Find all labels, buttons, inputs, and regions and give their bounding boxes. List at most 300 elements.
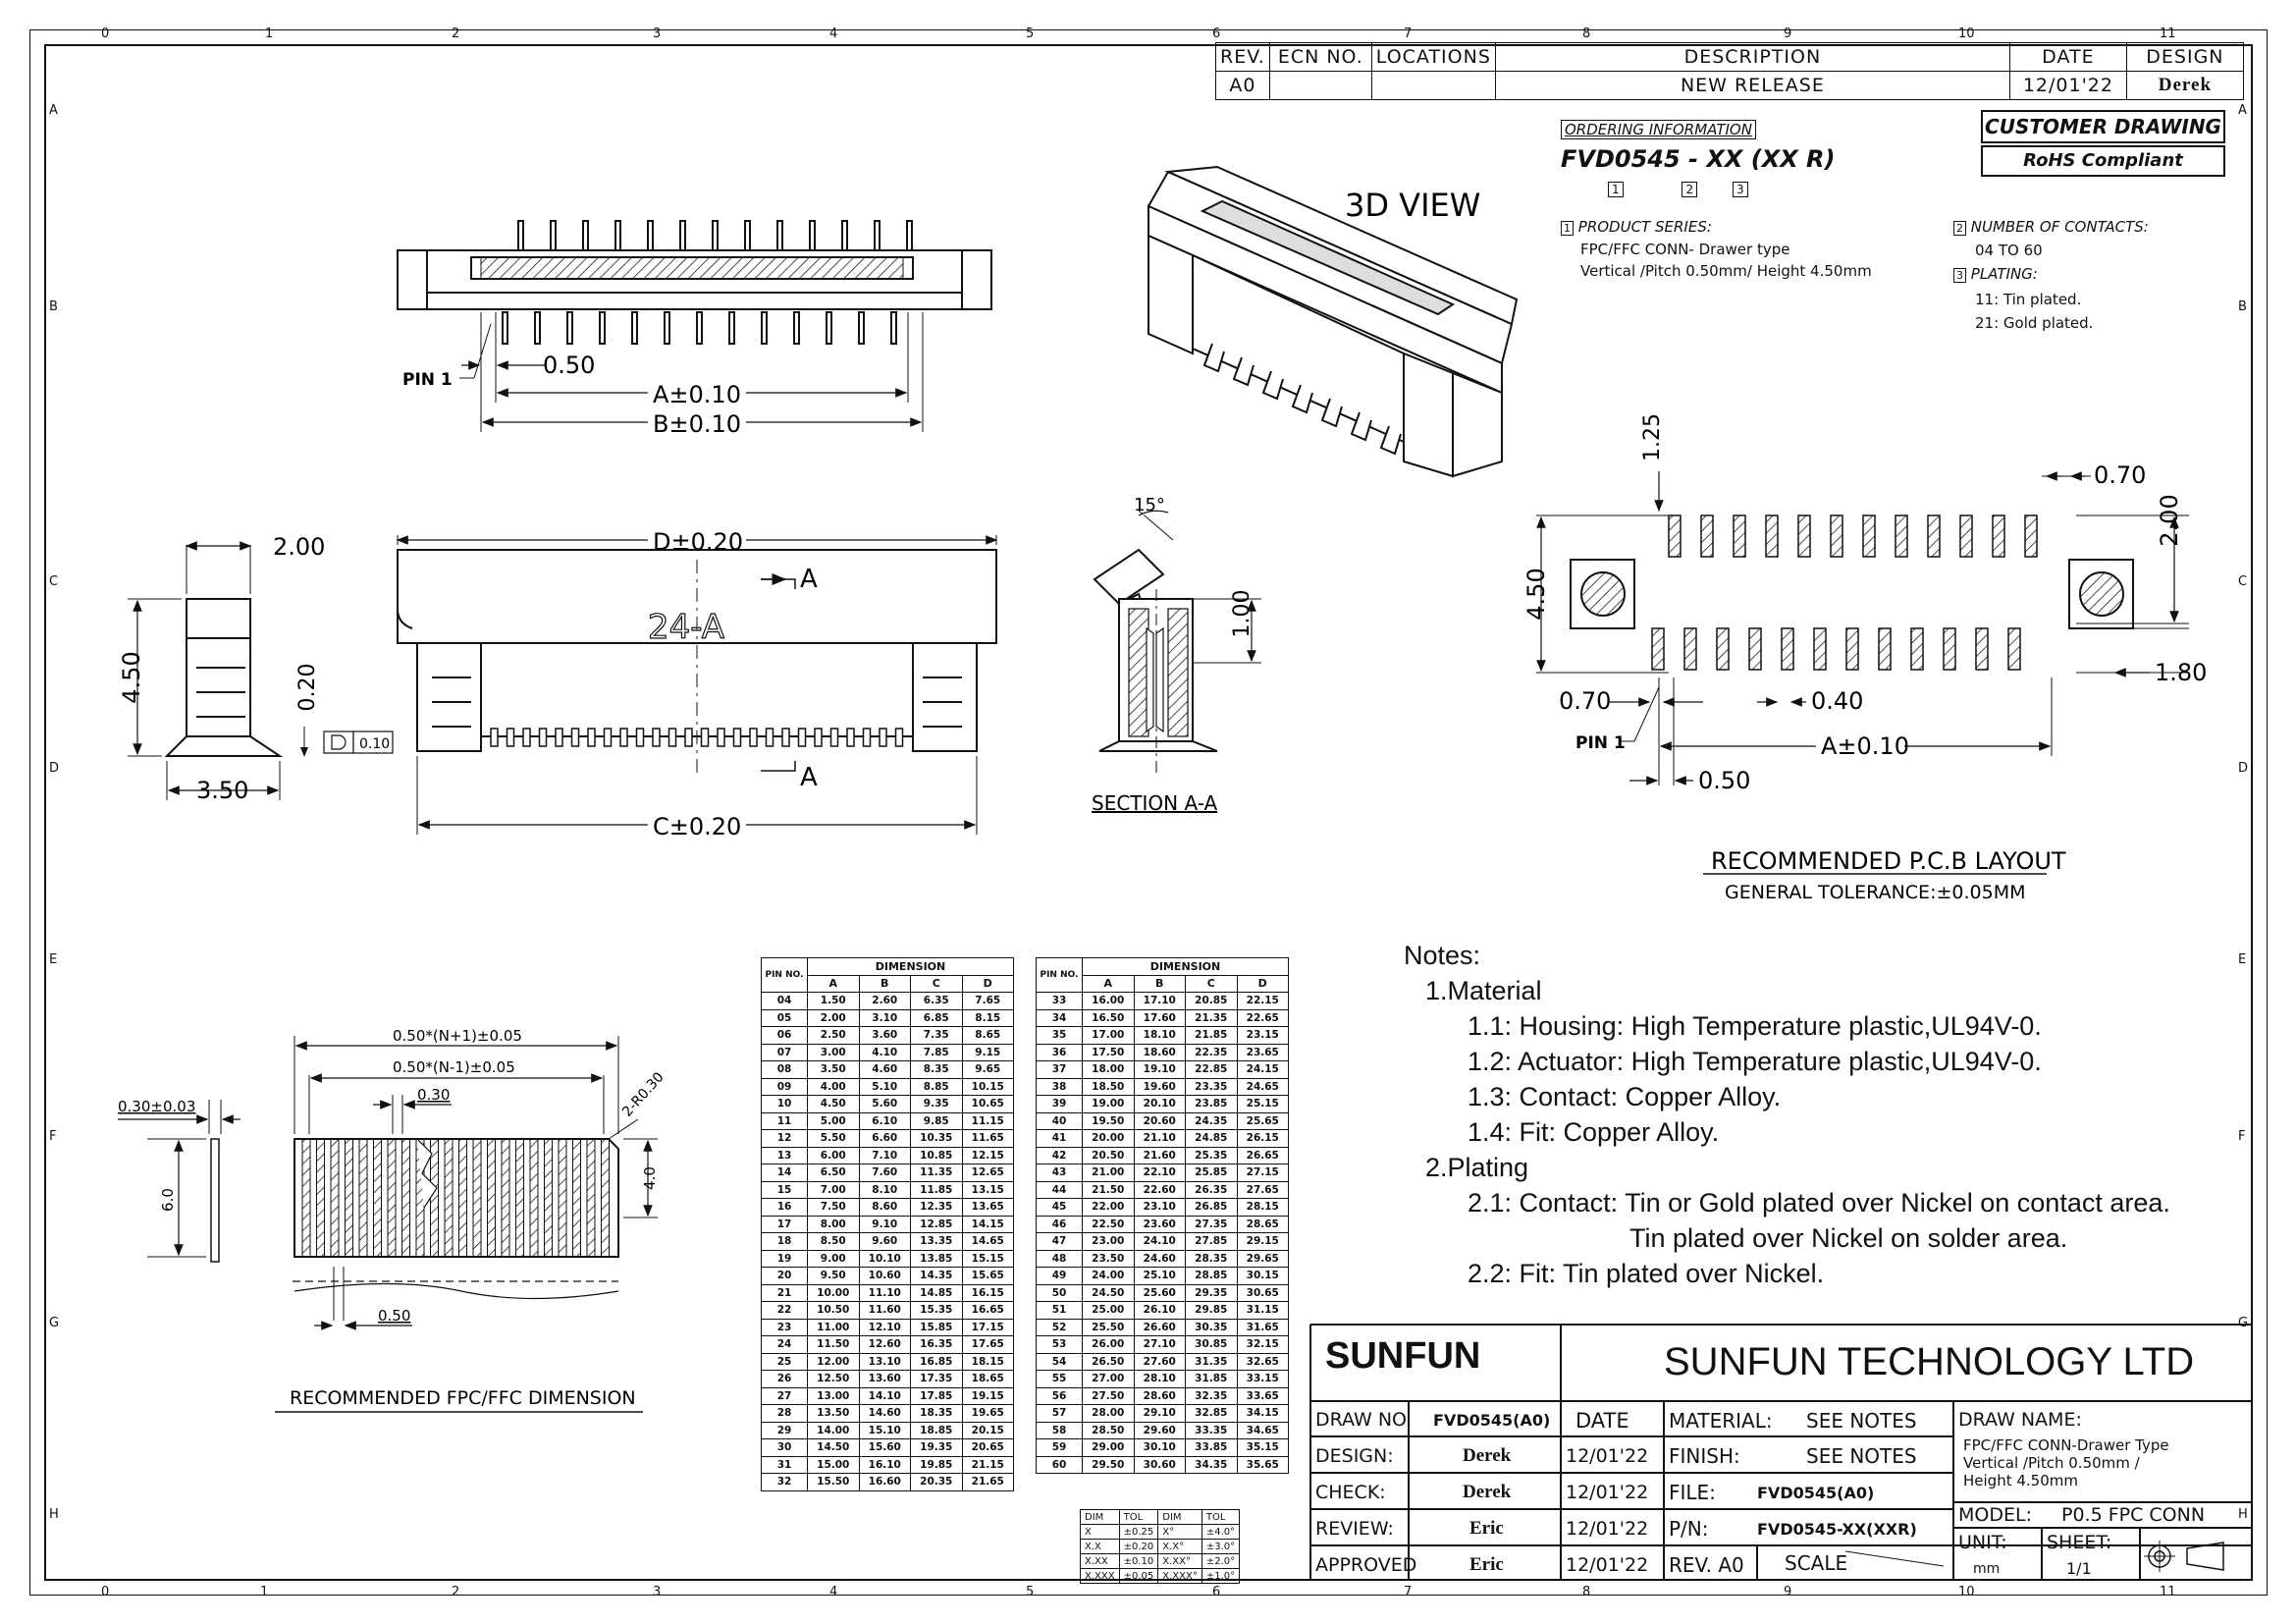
contact-pin <box>702 729 709 746</box>
dimension-cell: 7.35 <box>911 1027 963 1045</box>
dimension-cell: 13.50 <box>808 1405 860 1423</box>
dimension-cell: 6.85 <box>911 1009 963 1027</box>
dimension-cell: 31.15 <box>1237 1302 1289 1320</box>
table-row <box>1037 1319 1289 1336</box>
dimension-cell: 10.35 <box>911 1130 963 1148</box>
solder-pad <box>1993 515 2004 557</box>
ruler-num: 7 <box>1404 27 1413 41</box>
unit-label: UNIT: <box>1958 1532 2007 1553</box>
model-value: P0.5 FPC CONN <box>2061 1504 2206 1526</box>
solder-pad <box>1749 628 1761 670</box>
dimension-cell: 30.15 <box>1237 1268 1289 1285</box>
dimension-cell: 26.60 <box>1134 1319 1186 1336</box>
contact-pin <box>503 312 507 344</box>
dimension-cell: 29.15 <box>1237 1233 1289 1251</box>
contact-pin <box>891 312 896 344</box>
dimension-cell: 15.10 <box>859 1422 911 1439</box>
dimension-cell: 20.00 <box>1083 1130 1135 1148</box>
pin-count-cell: 54 <box>1037 1353 1083 1371</box>
col-b: B <box>859 975 911 993</box>
dimension-cell: 10.15 <box>962 1078 1014 1096</box>
dimension-cell: 18.60 <box>1134 1044 1186 1061</box>
draw-no-value: FVD0545(A0) <box>1433 1411 1551 1430</box>
contacts-info: 2 NUMBER OF CONTACTS: 04 TO 60 3 PLATING: 11: Tin plated. 21: Gold plated. <box>1953 218 2149 332</box>
solder-pad <box>1669 515 1681 557</box>
dimension-cell: 29.00 <box>1083 1439 1135 1457</box>
table-row <box>1037 1181 1289 1199</box>
side-view <box>128 545 393 800</box>
dimension-cell: 21.85 <box>1186 1027 1238 1045</box>
ruler-num: 6 <box>1212 27 1221 41</box>
table-row <box>1037 1130 1289 1148</box>
solder-pad <box>1734 515 1745 557</box>
table-row <box>762 1456 1014 1474</box>
table-row <box>762 1353 1014 1371</box>
check-name: Derek <box>1463 1482 1512 1502</box>
contact-pin <box>632 312 637 344</box>
pin1-label-pcb: PIN 1 <box>1575 733 1626 753</box>
pin-count-cell: 43 <box>1037 1164 1083 1182</box>
dimension-cell: 24.35 <box>1186 1112 1238 1130</box>
dimension-cell: 4.10 <box>859 1044 911 1061</box>
dimension-cell: 31.35 <box>1186 1353 1238 1371</box>
dimension-cell: 24.15 <box>1237 1061 1289 1079</box>
contact-pin <box>713 221 718 250</box>
ruler-letter: H <box>2238 1507 2248 1522</box>
table-row <box>762 1061 1014 1079</box>
dimension-cell: 9.00 <box>808 1250 860 1268</box>
solder-pad <box>1782 628 1793 670</box>
dim-050-pcb: 0.50 <box>1698 767 1751 794</box>
pin-count-cell: 14 <box>762 1164 808 1182</box>
dimension-cell: 28.65 <box>1237 1216 1289 1233</box>
solder-pad <box>1911 628 1923 670</box>
fpc-finger <box>516 1139 524 1257</box>
dimension-cell: 23.00 <box>1083 1233 1135 1251</box>
solder-pad <box>1717 628 1729 670</box>
pin-count-cell: 55 <box>1037 1371 1083 1388</box>
pin-count-cell: 18 <box>762 1233 808 1251</box>
pin-count-cell: 47 <box>1037 1233 1083 1251</box>
dimension-cell: 4.00 <box>808 1078 860 1096</box>
solder-pad <box>1976 628 1988 670</box>
contact-pin <box>896 729 903 746</box>
ruler-num: 11 <box>2160 27 2176 41</box>
dimension-cell: 17.15 <box>962 1319 1014 1336</box>
pin-count-cell: 26 <box>762 1371 808 1388</box>
pin-count-cell: 42 <box>1037 1147 1083 1164</box>
tol-cell: ±1.0° <box>1201 1569 1239 1584</box>
table-row <box>1037 1009 1289 1027</box>
dimension-cell: 21.65 <box>962 1474 1014 1491</box>
dimension-cell: 17.10 <box>1134 993 1186 1010</box>
dimension-cell: 20.35 <box>911 1474 963 1491</box>
contact-pin <box>697 312 702 344</box>
rohs-badge: RoHS Compliant <box>1981 145 2225 177</box>
solder-pad <box>1831 515 1842 557</box>
dimension-table-left <box>761 957 1014 1491</box>
dimension-cell: 20.10 <box>1134 1096 1186 1113</box>
table-row <box>1037 1405 1289 1423</box>
fpc-finger <box>459 1139 467 1257</box>
dimension-cell: 17.60 <box>1134 1009 1186 1027</box>
tol-header: TOL <box>1201 1510 1239 1525</box>
dimension-cell: 18.35 <box>911 1405 963 1423</box>
view-3d-label: 3D VIEW <box>1345 187 1481 224</box>
contact-pin <box>750 729 757 746</box>
dimension-cell: 30.10 <box>1134 1439 1186 1457</box>
solder-pad <box>1798 515 1810 557</box>
table-row <box>1037 1336 1289 1354</box>
dimension-cell: 11.15 <box>962 1112 1014 1130</box>
fpc-finger <box>587 1139 595 1257</box>
pin-count-cell: 40 <box>1037 1112 1083 1130</box>
table-row <box>1037 1112 1289 1130</box>
dimension-cell: 12.15 <box>962 1147 1014 1164</box>
solder-pad <box>1960 515 1972 557</box>
tol-cell: ±3.0° <box>1201 1540 1239 1554</box>
dimension-cell: 11.60 <box>859 1302 911 1320</box>
dimension-cell: 19.10 <box>1134 1061 1186 1079</box>
pin-count-cell: 35 <box>1037 1027 1083 1045</box>
dimension-table-right <box>1036 957 1289 1474</box>
contact-pin <box>491 729 498 746</box>
ruler-num: 4 <box>829 27 838 41</box>
pin-count-cell: 25 <box>762 1353 808 1371</box>
dimension-cell: 13.60 <box>859 1371 911 1388</box>
dimension-cell: 12.35 <box>911 1199 963 1217</box>
dim-fpc-050: 0.50 <box>378 1307 411 1325</box>
dimension-cell: 26.65 <box>1237 1147 1289 1164</box>
pin-count-cell: 58 <box>1037 1422 1083 1439</box>
section-a-top: A <box>800 565 818 594</box>
table-row <box>762 1044 1014 1061</box>
dimension-cell: 24.65 <box>1237 1078 1289 1096</box>
tol-header: TOL <box>1119 1510 1158 1525</box>
note-line: 2.1: Contact: Tin or Gold plated over Nickel on contact area. <box>1468 1188 2170 1218</box>
file-label: FILE: <box>1669 1481 1716 1504</box>
dimension-cell: 19.35 <box>911 1439 963 1457</box>
dimension-cell: 20.85 <box>1186 993 1238 1010</box>
dimension-cell: 27.15 <box>1237 1164 1289 1182</box>
marker-2: 2 <box>1682 182 1697 197</box>
solder-pad <box>1652 628 1664 670</box>
table-row <box>762 1302 1014 1320</box>
dimension-cell: 30.60 <box>1134 1456 1186 1474</box>
table-row <box>1037 1387 1289 1405</box>
dim-070b-pcb: 0.70 <box>1559 687 1612 715</box>
dimension-cell: 10.65 <box>962 1096 1014 1113</box>
dim-a-top: A±0.10 <box>653 381 741 408</box>
table-row <box>1037 1439 1289 1457</box>
pin-count-cell: 31 <box>762 1456 808 1474</box>
sheet-value: 1/1 <box>2066 1559 2092 1578</box>
dimension-cell: 8.00 <box>808 1216 860 1233</box>
dimension-cell: 14.50 <box>808 1439 860 1457</box>
dim-450-side: 4.50 <box>118 651 145 704</box>
fpc-finger <box>545 1139 553 1257</box>
dimension-cell: 7.65 <box>962 993 1014 1010</box>
dimension-header: DIMENSION <box>1083 958 1289 976</box>
dimension-cell: 25.35 <box>1186 1147 1238 1164</box>
dimension-cell: 18.50 <box>1083 1078 1135 1096</box>
fpc-finger <box>359 1139 367 1257</box>
dimension-cell: 16.10 <box>859 1456 911 1474</box>
pin-count-cell: 04 <box>762 993 808 1010</box>
table-row <box>1037 1044 1289 1061</box>
contact-pin <box>767 729 774 746</box>
dimension-cell: 32.15 <box>1237 1336 1289 1354</box>
table-row <box>1037 1147 1289 1164</box>
dim-070-pcb: 0.70 <box>2094 461 2147 489</box>
dimension-cell: 28.10 <box>1134 1371 1186 1388</box>
table-row <box>762 1164 1014 1182</box>
dimension-cell: 17.85 <box>911 1387 963 1405</box>
ruler-letter: E <box>2238 952 2247 967</box>
dimension-cell: 22.35 <box>1186 1044 1238 1061</box>
dim-b-top: B±0.10 <box>653 410 742 438</box>
contacts-label: NUMBER OF CONTACTS: <box>1970 218 2149 236</box>
dimension-cell: 11.10 <box>859 1284 911 1302</box>
contact-pin <box>831 729 838 746</box>
design-date: 12/01'22 <box>1566 1445 1649 1467</box>
ruler-num: 7 <box>1404 1585 1413 1599</box>
fpc-finger <box>502 1139 509 1257</box>
fpc-finger <box>573 1139 581 1257</box>
ruler-num: 4 <box>829 1585 838 1599</box>
locations-header: LOCATIONS <box>1371 43 1495 72</box>
product-series-label: PRODUCT SERIES: <box>1577 218 1712 236</box>
pin-count-cell: 09 <box>762 1078 808 1096</box>
pin-count-cell: 39 <box>1037 1096 1083 1113</box>
pin-count-cell: 34 <box>1037 1009 1083 1027</box>
review-label: REVIEW: <box>1315 1518 1394 1540</box>
pn-label: P/N: <box>1669 1517 1709 1541</box>
dimension-cell: 34.15 <box>1237 1405 1289 1423</box>
dim-fpc-thickness: 0.30±0.03 <box>118 1098 196 1115</box>
dimension-cell: 12.65 <box>962 1164 1014 1182</box>
tol-header: DIM <box>1081 1510 1120 1525</box>
angle-label: 15° <box>1134 495 1165 515</box>
ordering-part: FVD0545 - XX (XX R) <box>1561 145 1836 173</box>
note-line: 2.Plating <box>1425 1153 1529 1182</box>
table-row <box>1037 1233 1289 1251</box>
dimension-cell: 10.10 <box>859 1250 911 1268</box>
pin-count-cell: 49 <box>1037 1268 1083 1285</box>
dimension-cell: 16.00 <box>1083 993 1135 1010</box>
fpc-finger <box>317 1139 325 1257</box>
dimension-cell: 6.10 <box>859 1112 911 1130</box>
pin-count-cell: 19 <box>762 1250 808 1268</box>
dimension-cell: 17.00 <box>1083 1027 1135 1045</box>
contact-pin <box>669 729 676 746</box>
table-row <box>762 1284 1014 1302</box>
dimension-cell: 5.10 <box>859 1078 911 1096</box>
dimension-cell: 10.60 <box>859 1268 911 1285</box>
design-header: DESIGN <box>2126 43 2243 72</box>
dimension-cell: 24.50 <box>1083 1284 1135 1302</box>
approved-name: Eric <box>1469 1554 1504 1575</box>
contact-pin <box>653 729 660 746</box>
pin-count-cell: 48 <box>1037 1250 1083 1268</box>
table-row <box>762 1336 1014 1354</box>
note-line: 1.2: Actuator: High Temperature plastic,UL94V-0. <box>1468 1047 2042 1076</box>
rev-header: REV. <box>1216 43 1270 72</box>
contact-pin <box>729 312 734 344</box>
dimension-cell: 28.35 <box>1186 1250 1238 1268</box>
dimension-cell: 34.35 <box>1186 1456 1238 1474</box>
dim-350-side: 3.50 <box>196 777 249 804</box>
dimension-cell: 20.65 <box>962 1439 1014 1457</box>
ruler-num: 9 <box>1784 1585 1792 1599</box>
plating-21: 21: Gold plated. <box>1975 314 2094 332</box>
fpc-finger <box>374 1139 382 1257</box>
dimension-cell: 15.60 <box>859 1439 911 1457</box>
contact-pin <box>745 221 750 250</box>
dimension-cell: 2.60 <box>859 993 911 1010</box>
pin-count-cell: 07 <box>762 1044 808 1061</box>
dimension-cell: 19.65 <box>962 1405 1014 1423</box>
dimension-cell: 3.60 <box>859 1027 911 1045</box>
pin-count-cell: 59 <box>1037 1439 1083 1457</box>
pin-count-cell: 44 <box>1037 1181 1083 1199</box>
table-row <box>762 1027 1014 1045</box>
file-value: FVD0545(A0) <box>1757 1484 1875 1502</box>
dimension-cell: 3.00 <box>808 1044 860 1061</box>
ruler-num: 0 <box>101 27 110 41</box>
table-row <box>762 1319 1014 1336</box>
marker-3: 3 <box>1733 182 1748 197</box>
ruler-num: 3 <box>653 1585 662 1599</box>
ruler-num: 2 <box>452 27 460 41</box>
table-row <box>1037 1371 1289 1388</box>
pin-count-cell: 37 <box>1037 1061 1083 1079</box>
tol-cell: ±4.0° <box>1201 1525 1239 1540</box>
ruler-num: 11 <box>2160 1585 2176 1599</box>
section-a-bottom: A <box>800 763 818 792</box>
contact-pin <box>567 312 572 344</box>
ruler-num: 1 <box>265 27 274 41</box>
ruler-num: 8 <box>1582 27 1591 41</box>
table-row <box>762 1474 1014 1491</box>
dimension-cell: 18.00 <box>1083 1061 1135 1079</box>
dimension-cell: 28.85 <box>1186 1268 1238 1285</box>
pin-count-cell: 12 <box>762 1130 808 1148</box>
dimension-cell: 19.85 <box>911 1456 963 1474</box>
contact-pin <box>551 221 556 250</box>
contact-pin <box>535 312 540 344</box>
dimension-cell: 11.50 <box>808 1336 860 1354</box>
ruler-letter: G <box>49 1316 60 1330</box>
ruler-letter: G <box>2238 1316 2249 1330</box>
date-value: 12/01'22 <box>2009 72 2126 100</box>
finish-value: SEE NOTES <box>1806 1444 1917 1468</box>
ruler-letter: A <box>49 103 58 118</box>
material-label: MATERIAL: <box>1669 1409 1773 1433</box>
table-row <box>762 1250 1014 1268</box>
pin-count-cell: 27 <box>762 1387 808 1405</box>
fpc-finger <box>530 1139 538 1257</box>
dimension-cell: 8.50 <box>808 1233 860 1251</box>
ruler-letter: C <box>49 574 59 589</box>
contact-pin <box>523 729 530 746</box>
solder-pad <box>1944 628 1955 670</box>
table-row <box>762 1387 1014 1405</box>
dimension-cell: 27.00 <box>1083 1371 1135 1388</box>
dim-d-front: D±0.20 <box>653 528 744 556</box>
dimension-cell: 26.50 <box>1083 1353 1135 1371</box>
dimension-cell: 20.15 <box>962 1422 1014 1439</box>
dimension-cell: 27.50 <box>1083 1387 1135 1405</box>
tol-cell: ±2.0° <box>1201 1554 1239 1569</box>
plating-11: 11: Tin plated. <box>1975 291 2082 308</box>
note-line: 2.2: Fit: Tin plated over Nickel. <box>1468 1259 1825 1288</box>
ruler-letter: H <box>49 1507 59 1522</box>
pin-count-cell: 15 <box>762 1181 808 1199</box>
product-series-line2: Vertical /Pitch 0.50mm/ Height 4.50mm <box>1580 262 1872 280</box>
contact-pin <box>847 729 854 746</box>
dimension-cell: 32.85 <box>1186 1405 1238 1423</box>
dimension-cell: 23.10 <box>1134 1199 1186 1217</box>
dimension-cell: 13.10 <box>859 1353 911 1371</box>
dimension-cell: 21.35 <box>1186 1009 1238 1027</box>
pin-count-cell: 53 <box>1037 1336 1083 1354</box>
rev-value: A0 <box>1216 72 1270 100</box>
pin-count-cell: 05 <box>762 1009 808 1027</box>
dim-200-side: 2.00 <box>273 533 326 561</box>
dimension-cell: 22.10 <box>1134 1164 1186 1182</box>
pin-no-header: PIN NO. <box>1037 958 1083 993</box>
dimension-cell: 4.50 <box>808 1096 860 1113</box>
fpc-finger <box>602 1139 610 1257</box>
ruler-num: 3 <box>653 27 662 41</box>
dimension-cell: 12.50 <box>808 1371 860 1388</box>
dimension-cell: 6.60 <box>859 1130 911 1148</box>
ruler-num: 8 <box>1582 1585 1591 1599</box>
review-name: Eric <box>1469 1518 1504 1539</box>
material-value: SEE NOTES <box>1806 1409 1917 1433</box>
customer-drawing-badge: CUSTOMER DRAWING <box>1981 110 2225 143</box>
table-row <box>1037 1268 1289 1285</box>
contact-pin <box>782 729 789 746</box>
contact-pin <box>859 312 864 344</box>
table-row <box>1037 1302 1289 1320</box>
dimension-cell: 13.35 <box>911 1233 963 1251</box>
contact-pin <box>685 729 692 746</box>
dimension-cell: 11.00 <box>808 1319 860 1336</box>
check-date: 12/01'22 <box>1566 1482 1649 1503</box>
dimension-cell: 16.60 <box>859 1474 911 1491</box>
dimension-cell: 25.65 <box>1237 1112 1289 1130</box>
dimension-cell: 19.60 <box>1134 1078 1186 1096</box>
contact-pin <box>815 729 822 746</box>
ruler-num: 6 <box>1212 1585 1221 1599</box>
tol-cell: ±0.10 <box>1119 1554 1158 1569</box>
solder-pad <box>1766 515 1778 557</box>
dimension-cell: 25.85 <box>1186 1164 1238 1182</box>
contact-pin <box>680 221 685 250</box>
dimension-cell: 8.65 <box>962 1027 1014 1045</box>
dimension-cell: 24.85 <box>1186 1130 1238 1148</box>
dimension-cell: 15.65 <box>962 1268 1014 1285</box>
check-label: CHECK: <box>1315 1482 1386 1503</box>
ecn-header: ECN NO. <box>1269 43 1371 72</box>
rev-label: REV. A0 <box>1669 1553 1744 1577</box>
table-row <box>762 1096 1014 1113</box>
notes-block <box>1404 938 2170 1291</box>
tol-cell: ±0.25 <box>1119 1525 1158 1540</box>
note-line: 1.3: Contact: Copper Alloy. <box>1468 1082 1782 1111</box>
